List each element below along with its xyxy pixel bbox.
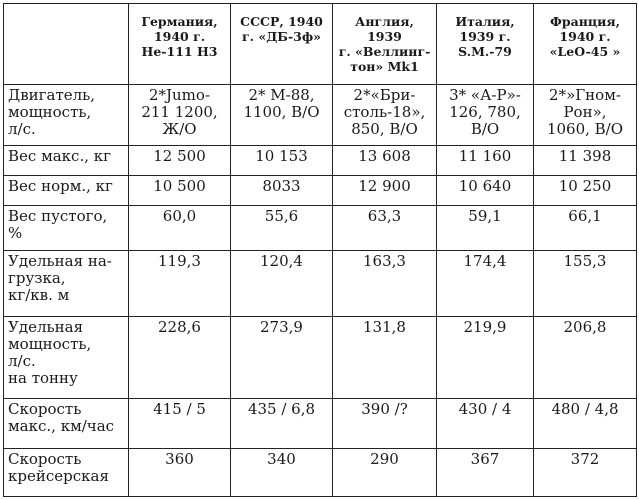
row-label: Удельная на- грузка, кг/кв. м	[4, 250, 129, 316]
cell-value: 340	[231, 448, 333, 496]
cell-value: 390 /?	[333, 398, 437, 448]
cell-value: 131,8	[333, 317, 437, 399]
table-row	[4, 84, 637, 145]
cell-value: 360	[129, 448, 231, 496]
cell-value: 273,9	[231, 317, 333, 399]
cell-value: 2* М-88, 1100, В/О	[231, 84, 333, 145]
cell-value: 11 160	[437, 145, 534, 176]
table-row	[4, 250, 637, 316]
cell-value: 155,3	[534, 250, 637, 316]
cell-value: 10 250	[534, 176, 637, 206]
cell-value: 3* «А-Р»- 126, 780, В/О	[437, 84, 534, 145]
cell-value: 430 / 4	[437, 398, 534, 448]
cell-value: 367	[437, 448, 534, 496]
row-label: Двигатель, мощность, л/с.	[4, 84, 129, 145]
cell-value: 435 / 6,8	[231, 398, 333, 448]
cell-value: 2*»Гном- Рон», 1060, В/О	[534, 84, 637, 145]
cell-value: 12 500	[129, 145, 231, 176]
cell-value: 10 640	[437, 176, 534, 206]
cell-value: 174,4	[437, 250, 534, 316]
cell-value: 8033	[231, 176, 333, 206]
cell-value: 12 900	[333, 176, 437, 206]
row-label: Удельная мощность, л/с. на тонну	[4, 317, 129, 399]
cell-value: 59,1	[437, 206, 534, 251]
cell-value: 219,9	[437, 317, 534, 399]
cell-value: 372	[534, 448, 637, 496]
cell-value: 60,0	[129, 206, 231, 251]
row-label: Скорость крейсерская	[4, 448, 129, 496]
cell-value: 119,3	[129, 250, 231, 316]
cell-value: 11 398	[534, 145, 637, 176]
cell-value: 10 500	[129, 176, 231, 206]
header-corner	[4, 4, 129, 85]
header-germany: Германия, 1940 г. He-111 H3	[129, 4, 231, 85]
cell-value: 163,3	[333, 250, 437, 316]
header-ussr: СССР, 1940 г. «ДБ-3ф»	[231, 4, 333, 85]
cell-value: 63,3	[333, 206, 437, 251]
cell-value: 415 / 5	[129, 398, 231, 448]
table-row	[4, 206, 637, 251]
table-row	[4, 145, 637, 176]
row-label: Вес норм., кг	[4, 176, 129, 206]
table-row	[4, 317, 637, 399]
row-label: Вес макс., кг	[4, 145, 129, 176]
header-row	[4, 4, 637, 85]
cell-value: 10 153	[231, 145, 333, 176]
cell-value: 66,1	[534, 206, 637, 251]
cell-value: 2*«Бри- столь-18», 850, В/О	[333, 84, 437, 145]
header-england: Англия, 1939 г. «Веллинг- тон» Mk1	[333, 4, 437, 85]
cell-value: 2*Jumo- 211 1200, Ж/О	[129, 84, 231, 145]
cell-value: 480 / 4,8	[534, 398, 637, 448]
header-italy: Италия, 1939 г. S.M.-79	[437, 4, 534, 85]
table-row	[4, 448, 637, 496]
cell-value: 120,4	[231, 250, 333, 316]
row-label: Вес пустого, %	[4, 206, 129, 251]
row-label: Скорость макс., км/час	[4, 398, 129, 448]
header-france: Франция, 1940 г. «LeO-45 »	[534, 4, 637, 85]
cell-value: 13 608	[333, 145, 437, 176]
table-row	[4, 176, 637, 206]
cell-value: 228,6	[129, 317, 231, 399]
cell-value: 55,6	[231, 206, 333, 251]
cell-value: 206,8	[534, 317, 637, 399]
comparison-table	[3, 3, 637, 497]
cell-value: 290	[333, 448, 437, 496]
table-row	[4, 398, 637, 448]
